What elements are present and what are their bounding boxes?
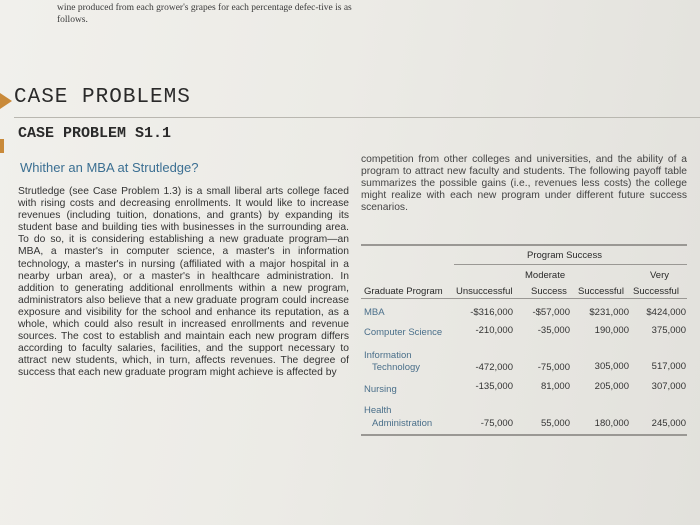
cell-successful: 180,000 bbox=[594, 418, 629, 429]
table-top-rule bbox=[361, 244, 687, 246]
row-label: Health bbox=[364, 405, 392, 416]
cell-unsuccessful: -135,000 bbox=[475, 381, 513, 392]
cell-successful: $231,000 bbox=[589, 307, 629, 318]
section-heading: CASE PROBLEMS bbox=[14, 86, 191, 109]
cell-very-successful: 375,000 bbox=[651, 325, 686, 336]
row-label-continued: Technology bbox=[372, 362, 421, 373]
header-moderate-line2: Success bbox=[531, 286, 567, 297]
section-arrow-icon bbox=[0, 93, 12, 109]
cell-very-successful: 245,000 bbox=[651, 418, 686, 429]
table-header-rule bbox=[361, 298, 687, 299]
row-label: Nursing bbox=[364, 384, 397, 395]
row-label: MBA bbox=[364, 307, 385, 318]
cell-moderate: -75,000 bbox=[537, 362, 570, 373]
header-successful: Successful bbox=[578, 286, 624, 297]
cell-moderate: -35,000 bbox=[537, 325, 570, 336]
cell-unsuccessful: -$316,000 bbox=[470, 307, 513, 318]
margin-marker bbox=[0, 139, 4, 153]
cell-very-successful: $424,000 bbox=[646, 307, 686, 318]
problem-body-right: competition from other colleges and universities, and the ability of a program to attract new faculty and students. The following payoff table summarizes the possible gains (i.e., revenues less costs) the college might realize with each new program under different future success scenarios. bbox=[361, 154, 687, 213]
case-problem-heading: CASE PROBLEM S1.1 bbox=[18, 125, 172, 142]
cell-moderate: -$57,000 bbox=[532, 307, 570, 318]
row-label: Information bbox=[364, 350, 412, 361]
header-moderate-line1: Moderate bbox=[525, 270, 566, 281]
previous-problem-text: wine produced from each grower's grapes for each percentage defec-tive is as follows. bbox=[57, 3, 352, 25]
cell-unsuccessful: -210,000 bbox=[475, 325, 513, 336]
table-spanner-rule bbox=[454, 264, 687, 265]
section-rule bbox=[14, 117, 700, 118]
row-label-continued: Administration bbox=[372, 418, 433, 429]
table-bottom-rule bbox=[361, 434, 687, 436]
cell-successful: 205,000 bbox=[594, 381, 629, 392]
problem-title: Whither an MBA at Strutledge? bbox=[20, 160, 199, 175]
cell-unsuccessful: -472,000 bbox=[475, 362, 513, 373]
header-unsuccessful: Unsuccessful bbox=[456, 286, 513, 297]
cell-moderate: 81,000 bbox=[540, 381, 570, 392]
cell-very-successful: 307,000 bbox=[651, 381, 686, 392]
table-spanner-heading: Program Success bbox=[527, 250, 602, 261]
cell-moderate: 55,000 bbox=[540, 418, 570, 429]
problem-body-left: Strutledge (see Case Problem 1.3) is a small liberal arts college faced with rising costs and decreasing enrollments. It would like to increase revenues (including tuition, donations, and grants) by expanding its student base and building ties with businesses in the surrounding area. To do so, it is considering establishing a new graduate program—an MBA, a master's in computer science, a master's in information technology, a master's in nursing (affiliated with a major hospital in a nearby urban area), or a master's in healthcare administration. In addition to generating additional enrollments within a new program, administrators also believe that a new graduate program could increase exposure and visibility for the school and enhance its reputation, as a whole, which could also result in increased enrollments and revenue sources. The cost to establish and maintain each new program differs according to faculty salaries, facilities, and the support necessary to attract new students, which, in turn, affects revenues. The degree of success that each new graduate program might achieve is affected by bbox=[18, 186, 349, 379]
row-label: Computer Science bbox=[364, 327, 443, 338]
cell-successful: 305,000 bbox=[594, 361, 629, 372]
header-graduate-program: Graduate Program bbox=[364, 286, 443, 297]
header-very-line1: Very bbox=[650, 270, 670, 281]
cell-successful: 190,000 bbox=[594, 325, 629, 336]
header-very-line2: Successful bbox=[633, 286, 679, 297]
cell-very-successful: 517,000 bbox=[651, 361, 686, 372]
cell-unsuccessful: -75,000 bbox=[480, 418, 513, 429]
